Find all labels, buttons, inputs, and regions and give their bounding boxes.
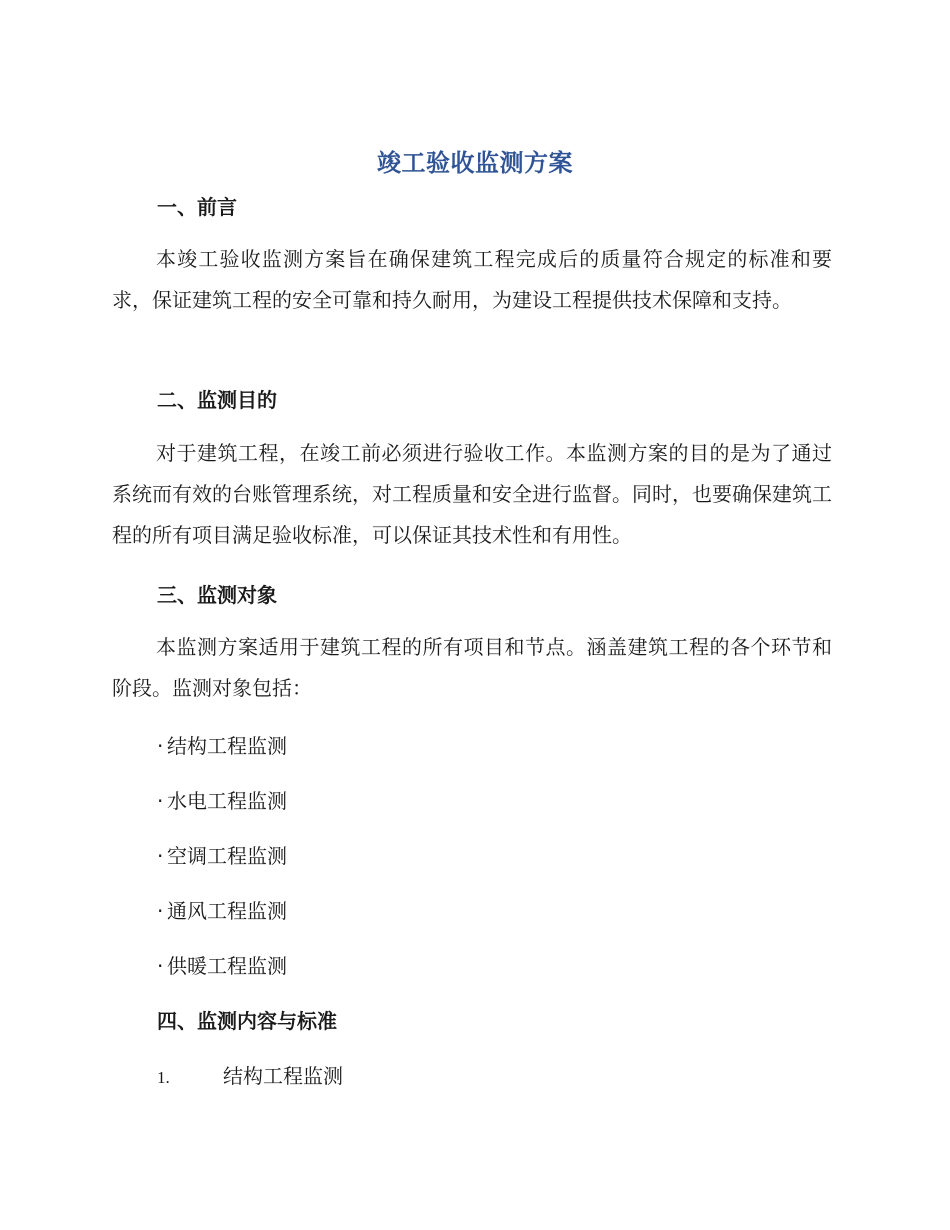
bullet-marker: ·: [157, 954, 164, 978]
bullet-marker: ·: [157, 789, 164, 813]
list-item: [157, 841, 287, 871]
list-item-text: 水电工程监测: [167, 789, 287, 813]
list-item-text: 通风工程监测: [167, 899, 287, 923]
section-paragraph-preface: 本竣工验收监测方案旨在确保建筑工程完成后的质量符合规定的标准和要求，保证建筑工程的安全可靠和持久耐用，为建设工程提供技术保障和支持。: [112, 247, 832, 312]
section-heading-objects: 三、监测对象: [157, 583, 277, 607]
document-title: 竣工验收监测方案: [377, 149, 573, 177]
section-heading-content-standards: 四、监测内容与标准: [157, 1009, 337, 1033]
section-paragraph-purpose: 对于建筑工程，在竣工前必须进行验收工作。本监测方案的目的是为了通过系统而有效的台账管理系统，对工程质量和安全进行监督。同时，也要确保建筑工程的所有项目满足验收标准，可以保证其技术性和有用性。: [112, 441, 832, 547]
bullet-marker: ·: [157, 734, 164, 758]
numbered-item-text: 结构工程监测: [223, 1064, 343, 1088]
list-item-text: 供暖工程监测: [167, 954, 287, 978]
section-heading-preface: 一、前言: [157, 195, 237, 219]
list-item: [157, 786, 287, 816]
list-item: [157, 896, 287, 926]
bullet-marker: ·: [157, 844, 164, 868]
section-heading-purpose: 二、监测目的: [157, 388, 277, 412]
bullet-marker: ·: [157, 899, 164, 923]
list-number: 1.: [157, 1068, 170, 1087]
list-item: [157, 951, 287, 981]
list-item-text: 空调工程监测: [167, 844, 287, 868]
list-item-text: 结构工程监测: [167, 734, 287, 758]
list-item: [157, 731, 287, 761]
numbered-list-item: [157, 1061, 343, 1093]
section-paragraph-objects: 本监测方案适用于建筑工程的所有项目和节点。涵盖建筑工程的各个环节和阶段。监测对象包括：: [112, 635, 832, 700]
